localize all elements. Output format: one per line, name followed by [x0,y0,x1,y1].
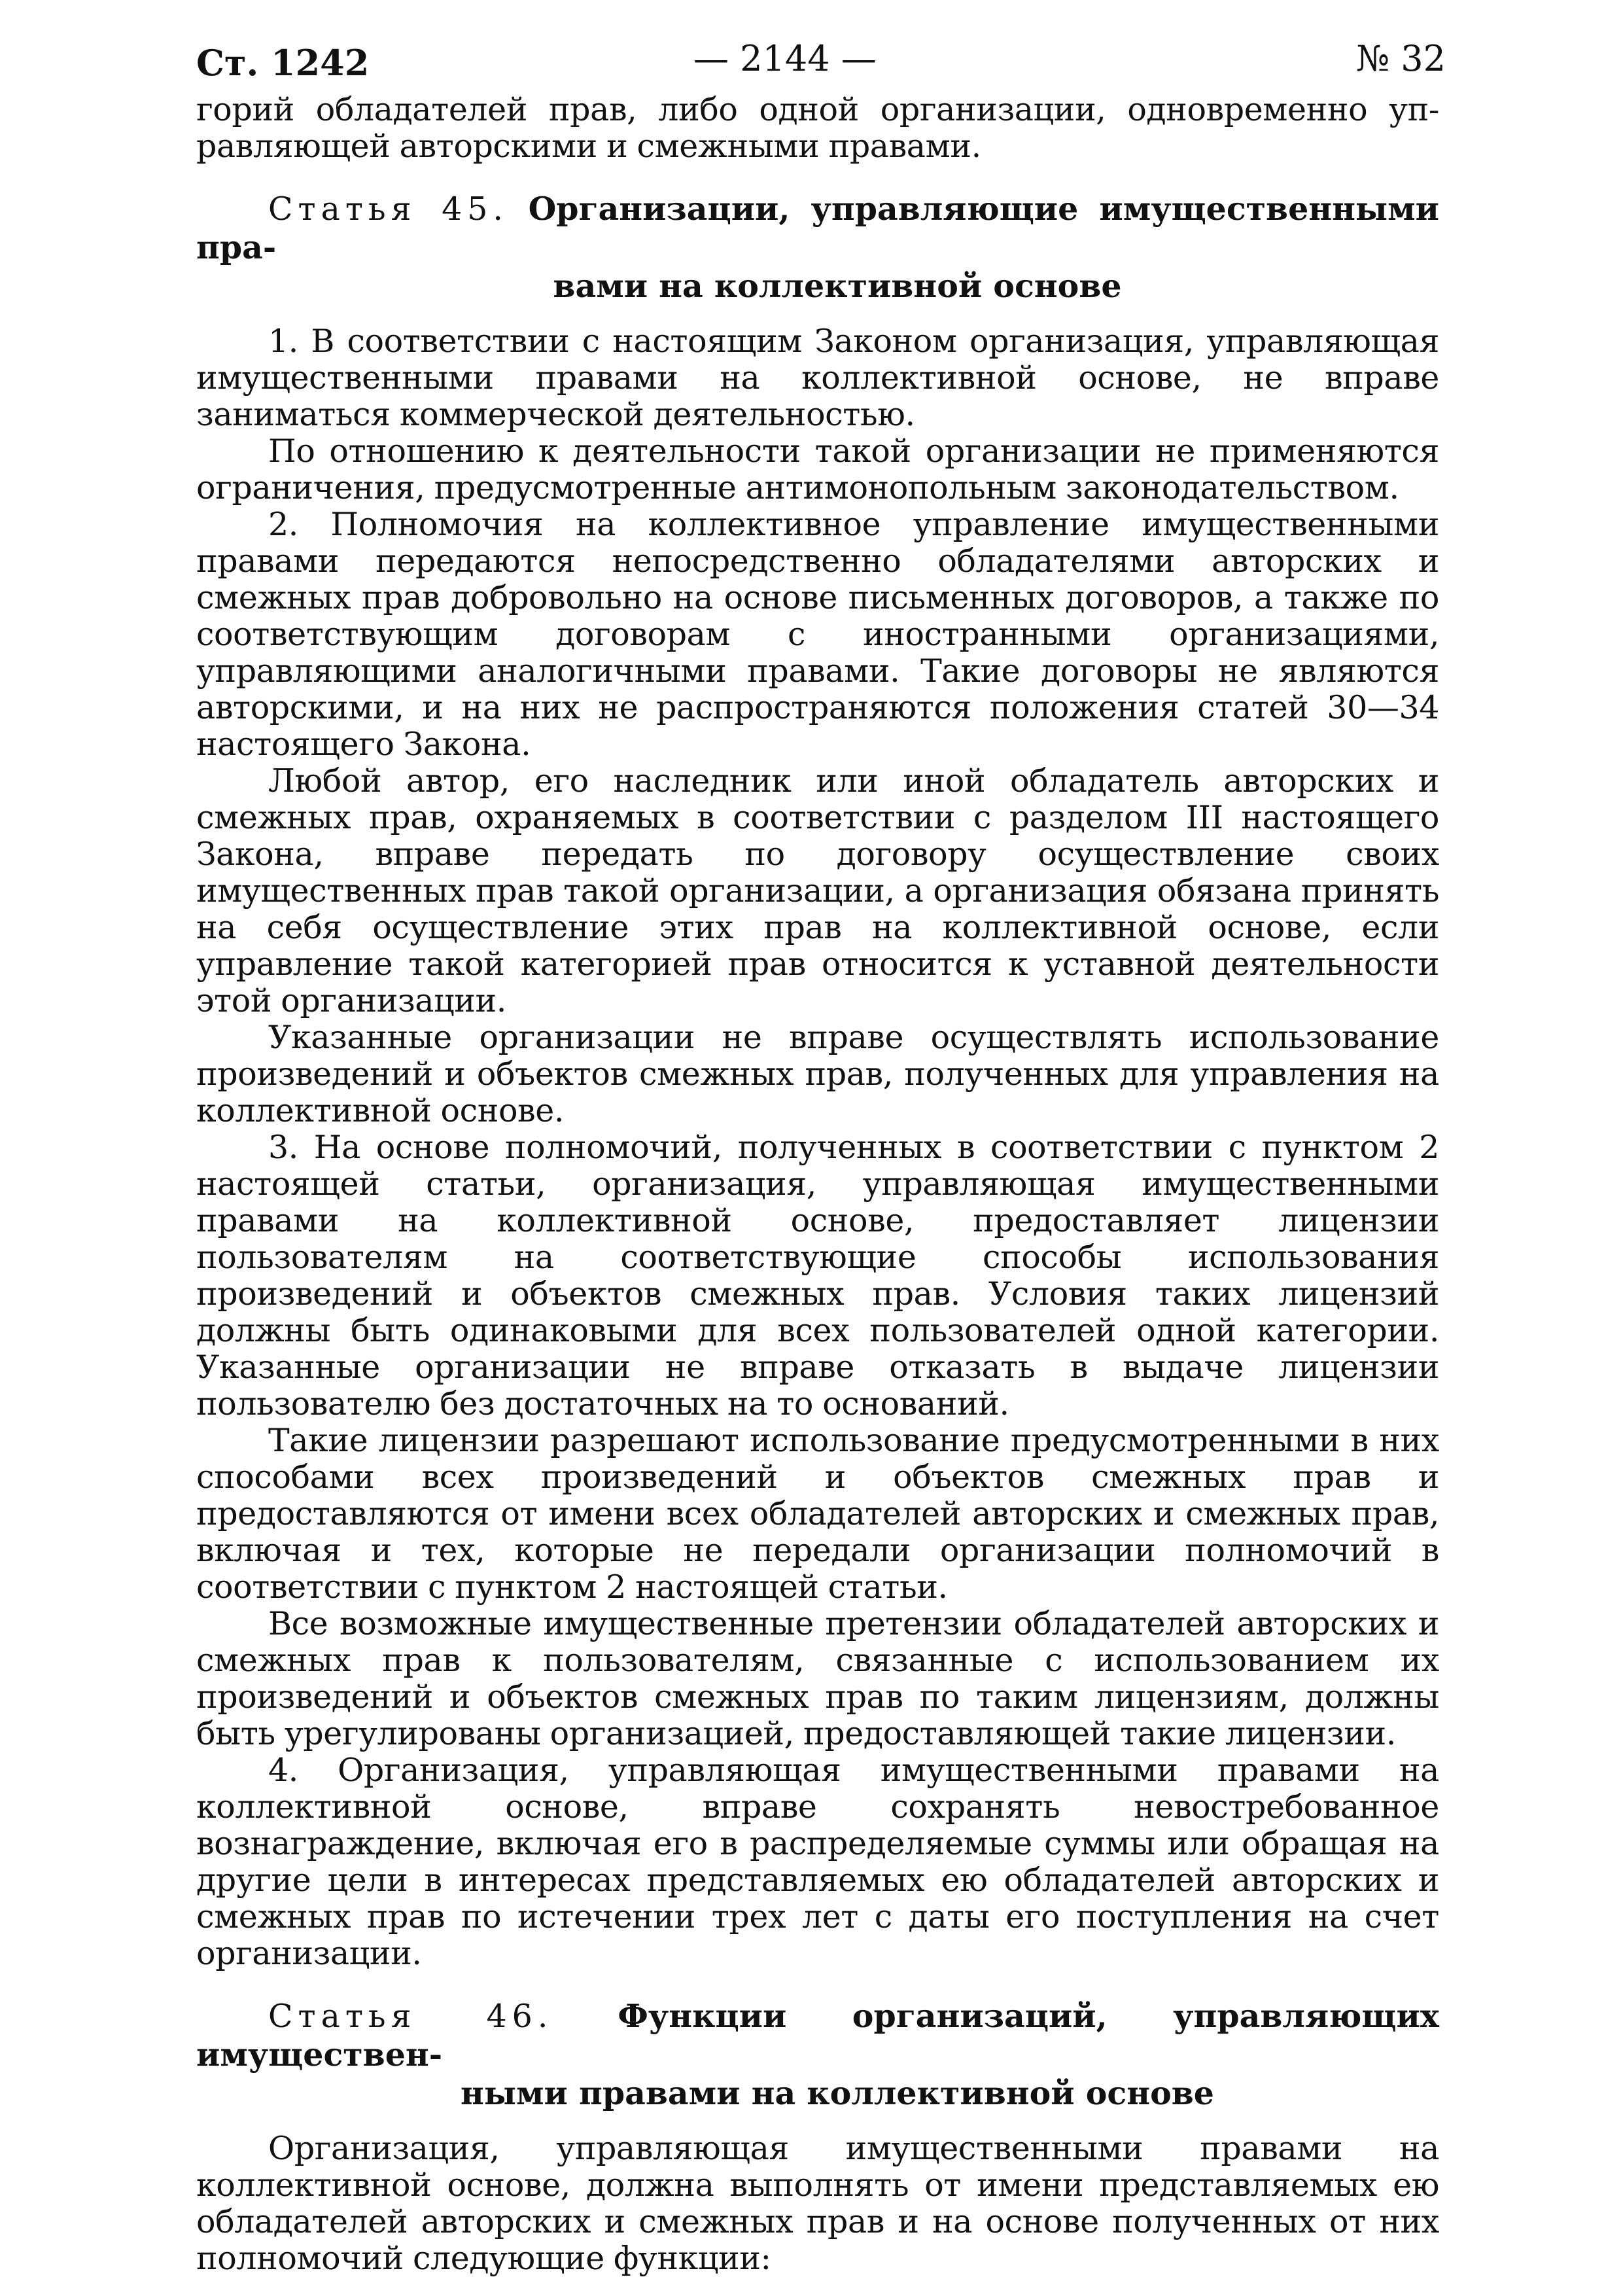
article-46-heading [196,1997,1439,2112]
article-45-heading [196,190,1439,305]
document-page [196,33,1446,2277]
intro-line-2: равляющей авторскими и смежными правами. [196,128,981,165]
article-45-paragraph-2: По отношению к деятельности такой организации не применяются ограничения, предусмотренные антимонопольным законодательством. [196,433,1439,506]
article-45-label: Статья 45. [268,190,508,228]
article-46-title-line-1: Функции организаций, управляющих имуществен- [196,1997,1440,2074]
article-45-paragraph-6: 3. На основе полномочий, полученных в соответствии с пунктом 2 настоящей статьи, организация, управляющая имущественными правами на коллективной основе, предоставляет лицензии пользователям на соответствующие способы использования произведений и объектов смежных прав. Условия таких лицензий должны быть одинаковыми для всех пользователей одной категории. Указанные организации не вправе отказать в выдаче лицензии пользователю без достаточных на то оснований. [196,1129,1439,1422]
article-46-title-line-2: ными правами на коллективной основе [461,2074,1214,2112]
intro-line-1: горий обладателей прав, либо одной организации, одновременно уп- [196,91,1439,128]
article-46-paragraph-1: Организация, управляющая имущественными правами на коллективной основе, должна выполнять от имени представляемых ею обладателей авторских и смежных прав и на основе полученных от них полномочий следующие функции: [196,2130,1439,2277]
article-45-heading-line-1 [196,190,1439,267]
article-45-paragraph-8: Все возможные имущественные претензии обладателей авторских и смежных прав к пользователям, связанные с использованием их произведений и объектов смежных прав по таким лицензиям, должны быть урегулированы организацией, предоставляющей такие лицензии. [196,1605,1439,1752]
article-45-title-line-1: Организации, управляющие имущественными пра- [196,190,1440,266]
page-number: — 2144 — [693,38,877,79]
article-45-paragraph-5: Указанные организации не вправе осуществлять использование произведений и объектов смежных прав, полученных для управления на коллективной основе. [196,1019,1439,1129]
article-45-paragraph-4: Любой автор, его наследник или иной обладатель авторских и смежных прав, охраняемых в соответствии с разделом III настоящего Закона, вправе передать по договору осуществление своих имущественных прав такой организации, а организация обязана принять на себя осуществление этих прав на коллективной основе, если управление такой категорией прав относится к уставной деятельности этой организации. [196,762,1439,1019]
article-45-paragraph-3: 2. Полномочия на коллективное управление имущественными правами передаются непосредственно обладателями авторских и смежных прав добровольно на основе письменных договоров, а также по соответствующим договорам с иностранными организациями, управляющими аналогичными правами. Такие договоры не являются авторскими, и на них не распространяются положения статей 30—34 настоящего Закона. [196,506,1439,763]
article-45-paragraph-1: 1. В соответствии с настоящим Законом организация, управляющая имущественными правами на коллективной основе, не вправе заниматься коммерческой деятельностью. [196,323,1439,433]
article-46-heading-line-1 [196,1997,1439,2074]
issue-number: № 32 [1356,38,1446,79]
article-45-title-line-2: вами на коллективной основе [553,267,1122,305]
article-reference: Ст. 1242 [196,42,370,84]
article-45-paragraph-7: Такие лицензии разрешают использование предусмотренными в них способами всех произведений и объектов смежных прав и предоставляются от имени всех обладателей авторских и смежных прав, включая и тех, которые не передали организации полномочий в соответствии с пунктом 2 настоящей статьи. [196,1422,1439,1606]
article-45-paragraph-9: 4. Организация, управляющая имущественными правами на коллективной основе, вправе сохранять невостребованное вознаграждение, включая его в распределяемые суммы или обращая на другие цели в интересах представляемых ею обладателей авторских и смежных прав по истечении трех лет с даты его поступления на счет организации. [196,1752,1439,1972]
article-46-label: Статья 46. [268,1998,553,2035]
page-header [196,33,1446,92]
